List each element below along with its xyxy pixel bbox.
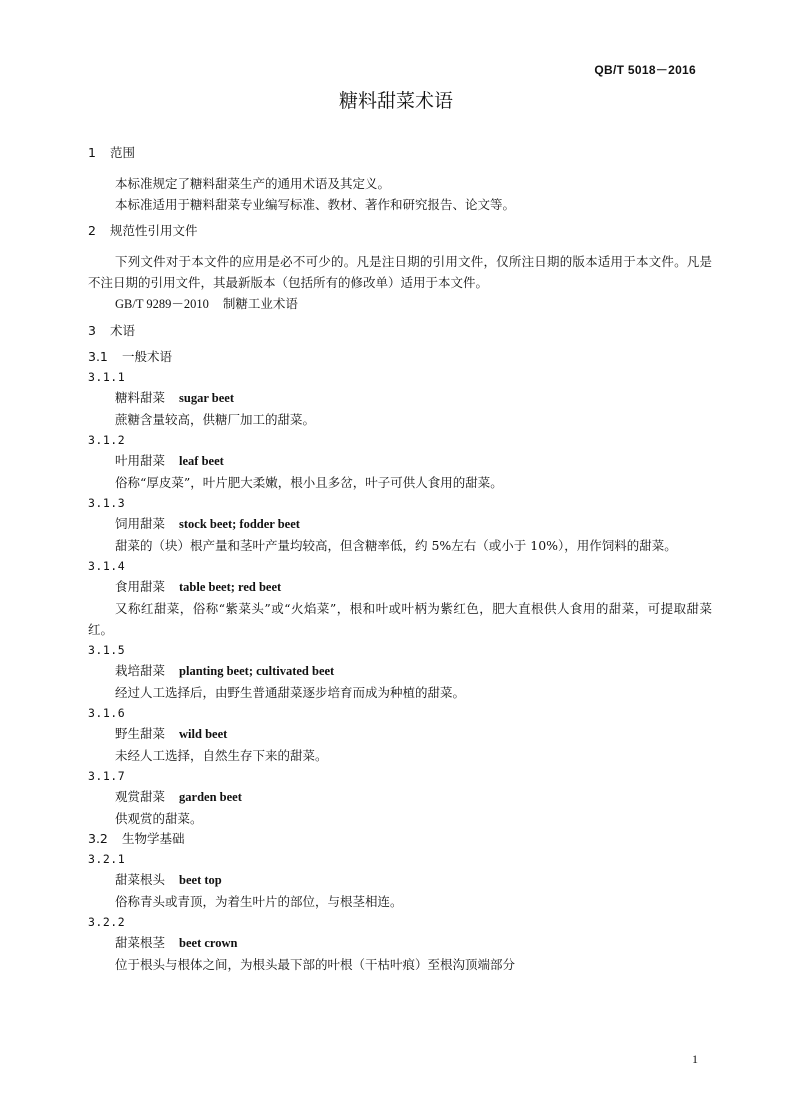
reference-title: 制糖工业术语 xyxy=(222,296,298,311)
term-heading xyxy=(88,786,712,808)
term-number: 3.1.7 xyxy=(88,769,126,783)
term-zh: 食用甜菜 xyxy=(115,579,166,594)
term-definition: 供观赏的甜菜。 xyxy=(115,811,203,826)
section-3-heading xyxy=(88,321,712,341)
paragraph: 本标准适用于糖料甜菜专业编写标准、教材、著作和研究报告、论文等。 xyxy=(115,197,516,212)
term-en: wild beet xyxy=(179,727,228,741)
term-number: 3.2.2 xyxy=(88,915,126,929)
term-en: table beet; red beet xyxy=(179,580,282,594)
section-number: 3 xyxy=(88,323,96,338)
document-title: 糖料甜菜术语 xyxy=(338,90,453,112)
section-2-heading xyxy=(88,221,712,241)
paragraph: 本标准规定了糖料甜菜生产的通用术语及其定义。 xyxy=(115,176,391,191)
subsection-number: 3.2 xyxy=(88,831,108,846)
term-en: leaf beet xyxy=(179,454,224,468)
term-definition: 甜菜的（块）根产量和茎叶产量均较高，但含糖率低，约 5%左右（或小于 10%），用作饲料的甜菜。 xyxy=(115,538,677,553)
term-number: 3.1.5 xyxy=(88,643,126,657)
subsection-number: 3.1 xyxy=(88,349,108,364)
term-entry xyxy=(88,493,712,556)
term-entry xyxy=(88,367,712,430)
term-zh: 观赏甜菜 xyxy=(115,789,166,804)
term-zh: 甜菜根头 xyxy=(115,872,166,887)
term-number: 3.1.2 xyxy=(88,433,126,447)
term-heading xyxy=(88,450,712,472)
section-title: 范围 xyxy=(110,145,136,160)
section-number: 2 xyxy=(88,223,96,238)
subsection-title: 一般术语 xyxy=(122,349,173,364)
term-entry xyxy=(88,849,712,912)
term-entry xyxy=(88,430,712,493)
subsection-3-1-heading xyxy=(88,347,712,367)
term-entry xyxy=(88,703,712,766)
document-body xyxy=(88,143,712,975)
term-heading xyxy=(88,869,712,891)
term-heading xyxy=(88,660,712,682)
section-1-heading xyxy=(88,143,712,163)
term-zh: 甜菜根茎 xyxy=(115,935,166,950)
term-definition: 经过人工选择后，由野生普通甜菜逐步培育而成为种植的甜菜。 xyxy=(115,685,466,700)
term-definition: 俗称“厚皮菜”，叶片肥大柔嫩，根小且多岔，叶子可供人食用的甜菜。 xyxy=(115,475,503,490)
subsection-3-2-heading xyxy=(88,829,712,849)
term-number: 3.1.4 xyxy=(88,559,126,573)
term-definition: 俗称青头或青顶，为着生叶片的部位，与根茎相连。 xyxy=(115,894,403,909)
term-definition: 未经人工选择，自然生存下来的甜菜。 xyxy=(115,748,328,763)
term-zh: 饲用甜菜 xyxy=(115,516,166,531)
section-title: 规范性引用文件 xyxy=(110,223,198,238)
standard-number: QB/T 5018－2016 xyxy=(594,63,696,77)
term-entry xyxy=(88,556,712,640)
term-number: 3.1.6 xyxy=(88,706,126,720)
term-heading xyxy=(88,932,712,954)
page-number: 1 xyxy=(692,1052,698,1066)
term-en: garden beet xyxy=(179,790,242,804)
term-heading xyxy=(88,387,712,409)
section-title: 术语 xyxy=(110,323,136,338)
term-heading xyxy=(88,513,712,535)
term-zh: 叶用甜菜 xyxy=(115,453,166,468)
term-heading xyxy=(88,723,712,745)
term-zh: 野生甜菜 xyxy=(115,726,166,741)
term-entry xyxy=(88,912,712,975)
term-definition: 蔗糖含量较高，供糖厂加工的甜菜。 xyxy=(115,412,316,427)
term-number: 3.2.1 xyxy=(88,852,126,866)
normative-reference xyxy=(88,293,712,315)
term-entry xyxy=(88,640,712,703)
section-number: 1 xyxy=(88,145,96,160)
term-definition: 位于根头与根体之间，为根头最下部的叶根（干枯叶痕）至根沟顶端部分 xyxy=(115,957,516,972)
paragraph: 下列文件对于本文件的应用是必不可少的。凡是注日期的引用文件，仅所注日期的版本适用于本文件。凡是不注日期的引用文件，其最新版本（包括所有的修改单）适用于本文件。 xyxy=(88,254,712,290)
term-number: 3.1.3 xyxy=(88,496,126,510)
term-zh: 栽培甜菜 xyxy=(115,663,166,678)
term-en: beet top xyxy=(179,873,222,887)
term-heading xyxy=(88,576,712,598)
term-en: beet crown xyxy=(179,936,238,950)
reference-code: GB/T 9289－2010 xyxy=(115,297,209,311)
term-zh: 糖料甜菜 xyxy=(115,390,166,405)
term-en: sugar beet xyxy=(179,391,234,405)
term-en: planting beet; cultivated beet xyxy=(179,664,335,678)
term-entry xyxy=(88,766,712,829)
term-en: stock beet; fodder beet xyxy=(179,517,300,531)
term-number: 3.1.1 xyxy=(88,370,126,384)
subsection-title: 生物学基础 xyxy=(122,831,185,846)
term-definition: 又称红甜菜，俗称“紫菜头”或“火焰菜”，根和叶或叶柄为紫红色，肥大直根供人食用的甜菜，可提取甜菜红。 xyxy=(88,601,712,637)
